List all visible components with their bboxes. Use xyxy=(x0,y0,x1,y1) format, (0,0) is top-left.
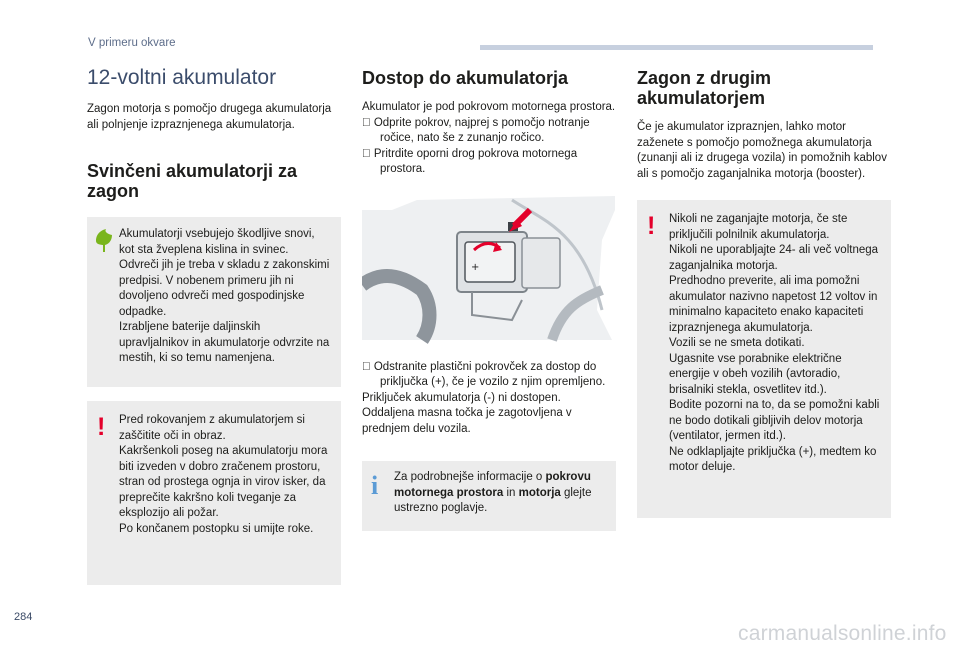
engine-bay-photo xyxy=(362,190,615,350)
eco-notice-box xyxy=(87,217,341,387)
battery-illustration xyxy=(362,190,615,350)
link-bonnet[interactable]: pokrovu motornega prostora xyxy=(394,455,591,483)
warning-exclamation-icon: ! xyxy=(647,212,656,240)
info-box xyxy=(362,455,616,531)
step-open-bonnet: Odprite pokrov, najprej s pomočjo notranje ročice, nato še z zunanjo ročico. xyxy=(362,116,615,144)
section-header: V primeru okvare xyxy=(88,37,176,49)
step-support-rod: Pritrdite oporni drog pokrova motornega prostora. xyxy=(362,147,614,160)
warning-box-jump-start xyxy=(637,200,891,518)
column-jump-start xyxy=(637,62,891,518)
heading-access: Dostop do akumulatorja xyxy=(362,68,569,88)
info-icon: i xyxy=(371,455,379,485)
page-title: 12-voltni akumulator xyxy=(87,66,277,89)
negative-terminal-note: Priključek akumulatorja (-) ni dostopen. xyxy=(362,376,561,388)
page-number: 284 xyxy=(14,611,33,623)
heading-jump-start: Zagon z drugim akumulatorjem xyxy=(637,68,771,108)
step-remove-cap: Odstranite plastični pokrovček za dostop do priključka (+), če je vozilo z njim opremljeno. xyxy=(362,345,606,373)
jump-start-warning-text: Nikoli ne zaganjajte motorja, če ste priključili polnilnik akumulatorja. Nikoli ne uporabljajte 24- ali več voltnega zaganjalnika motorja. Predhodno preverite, ali ima pomožni akumulator nazivno napetost 12 voltov in minimalno kapaciteto enako kapaciteti izpraznjenega akumulatorja. Vozili se ne smeta dotikati. Ugasnite vse porabnike električne energije v obeh vozilih (avtoradio, brisalniki stekla, osvetlitev itd.). Bodite pozorni na to, da se pomožni kabli ne bodo dotikali gibljivih delov motorja (ventilator, jermen itd.). Ne odklapljajte priključka (+), medtem ko motor deluje. xyxy=(669,213,880,473)
column-battery xyxy=(87,62,341,585)
eco-text: Akumulatorji vsebujejo škodljive snovi, kot sta žveplena kislina in svinec. Odvreči jih je treba v skladu z zakonskimi predpisi. V nobenem primeru jih ni dovoljeno odvreči med gospodinjske odpadke. Izrabljene baterije daljinskih upravljalnikov in akumulatorje odvrzite na mestih, ki so temu namenjena. xyxy=(119,228,330,364)
jump-start-intro: Če je akumulator izpraznjen, lahko motor zaženete s pomočjo pomožnega akumulatorja (zunanji ali iz drugega vozila) in pomožnih kablov ali s pomočjo zaganjalnika motorja (booster). xyxy=(637,121,887,180)
warning-box-handling xyxy=(87,401,341,585)
eco-recycle-icon xyxy=(94,227,114,253)
watermark: carmanualsonline.info xyxy=(738,622,947,645)
subtitle-lead-batteries: Svinčeni akumulatorji za zagon xyxy=(87,161,298,201)
warning-exclamation-icon: ! xyxy=(97,413,106,441)
link-engine[interactable]: motorja xyxy=(518,471,561,483)
access-intro: Akumulator je pod pokrovom motornega prostora. xyxy=(362,101,616,113)
intro-text: Zagon motorja s pomočjo drugega akumulatorja ali polnjenje izpraznjenega akumulatorja. xyxy=(87,103,332,131)
warning-text: Pred rokovanjem z akumulatorjem si zaščitite oči in obraz. Kakršenkoli poseg na akumulatorju mora biti izveden v dobro zračenem prostoru, stran od prostega ognja in virov isker, da preprečite kakršno koli tveganje za eksplozijo ali požar. Po končanem postopku si umijte roke. xyxy=(119,414,328,535)
ground-point-note: Oddaljena masna točka je zagotovljena v prednjem delu vozila. xyxy=(362,391,572,419)
column-access xyxy=(362,62,616,531)
svg-text:+: + xyxy=(471,246,480,257)
header-bar xyxy=(480,45,873,50)
info-text: Za podrobnejše informacije o pokrovu motornega prostora in motorja glejte ustrezno poglavje. xyxy=(394,455,592,499)
